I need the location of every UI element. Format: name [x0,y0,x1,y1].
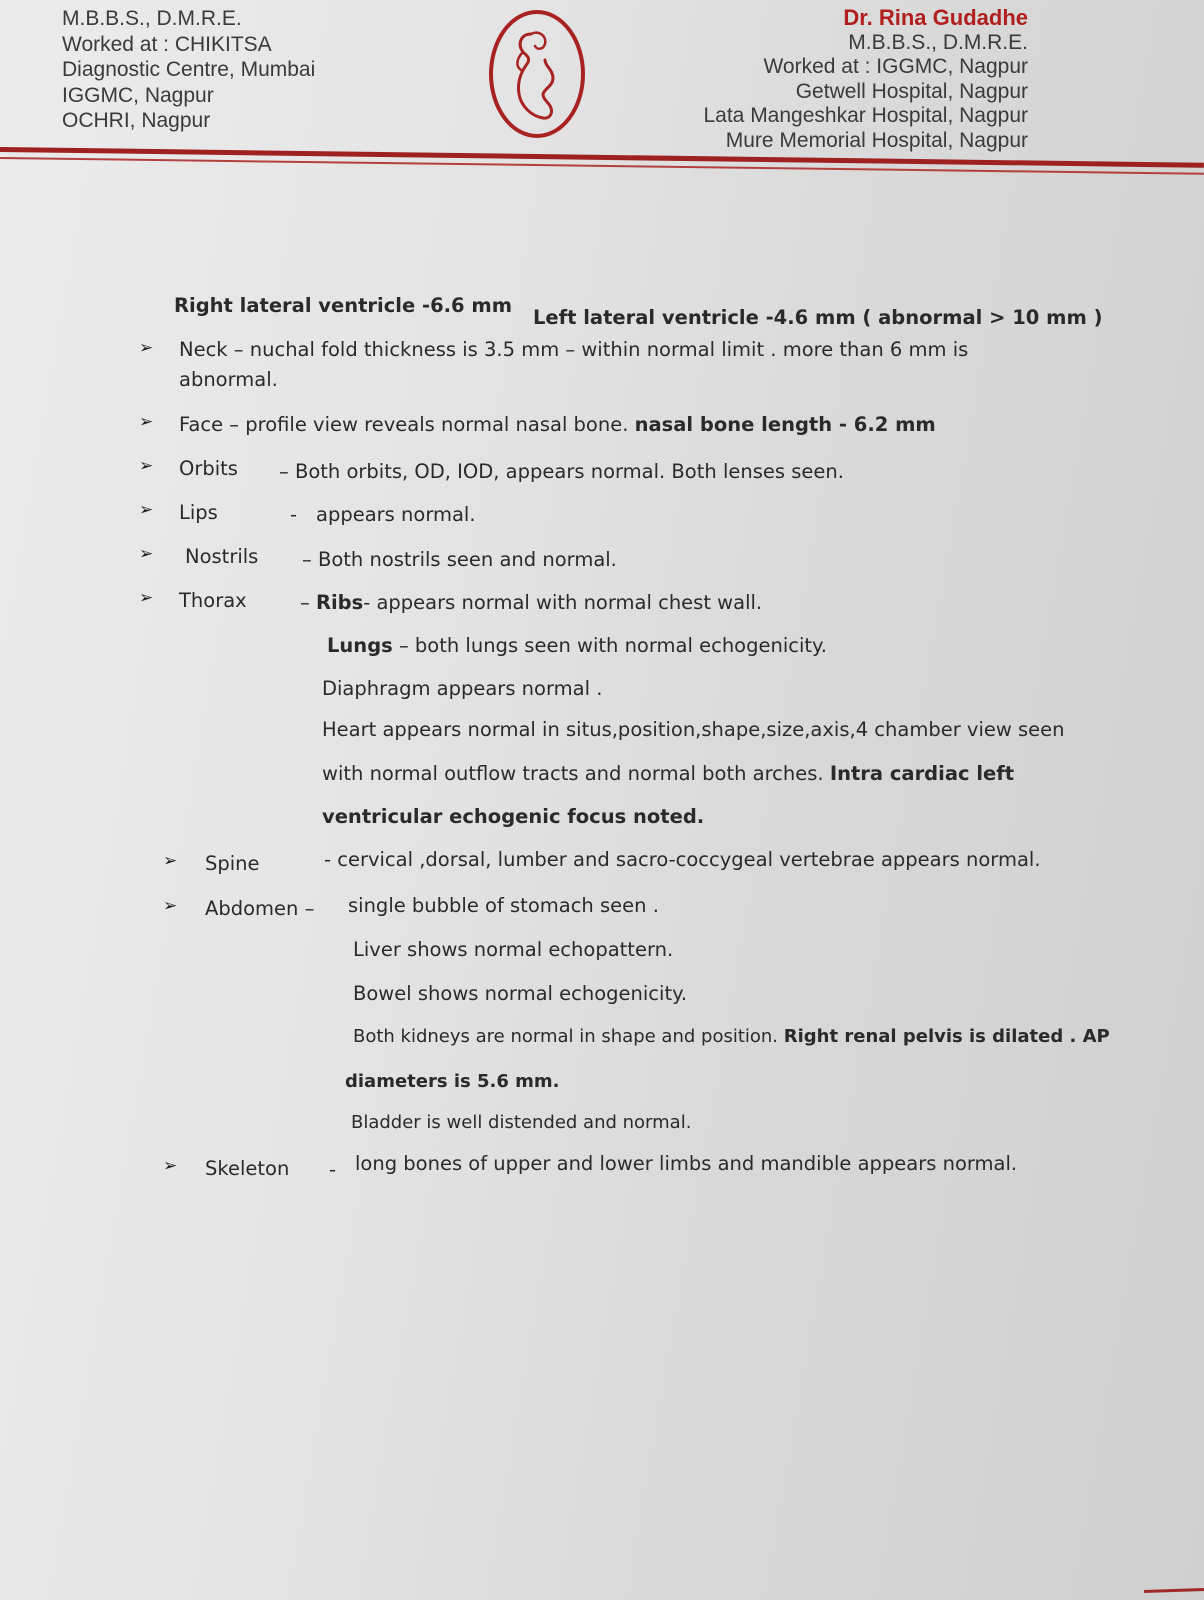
abdomen-ap-diameter: diameters is 5.6 mm. [345,1071,560,1092]
cropped-name-fragment [62,0,362,2]
thorax-heart-1: Heart appears normal in situs,position,shape,size,axis,4 chamber view seen [322,718,1065,741]
ribs-text: - appears normal with normal chest wall. [363,591,763,614]
thorax-ribs [300,591,762,614]
maternity-logo [487,8,587,140]
left-line-3: OCHRI, Nagpur [62,109,211,132]
skeleton-text: long bones of upper and lower limbs and mandible appears normal. [355,1152,1018,1175]
left-ventricle-measure: Left lateral ventricle -4.6 mm ( abnormal > 10 mm ) [533,306,1103,329]
ribs-label: Ribs [315,591,364,614]
abdomen-liver: Liver shows normal echopattern. [353,938,674,961]
bullet-arrow-icon: ➢ [139,588,154,608]
abdomen-label: Abdomen – [205,897,315,920]
right-doctor-name: Dr. Rina Gudadhe [843,5,1028,30]
face-label: Face [179,413,224,436]
neck-text-cont: abnormal. [179,368,278,391]
left-worked-at: Worked at : CHIKITSA [62,32,272,56]
right-ventricle-measure: Right lateral ventricle -6.6 mm [174,294,513,317]
orbits-label: Orbits [179,457,238,480]
ribs-dash: – [300,591,316,614]
right-line-1: Getwell Hospital, Nagpur [795,79,1028,103]
page-corner-mark [1144,1588,1204,1593]
orbits-text: – Both orbits, OD, IOD, appears normal. Both lenses seen. [279,460,844,483]
thorax-diaphragm: Diaphragm appears normal . [322,677,603,700]
header-right-doctor [703,6,1028,153]
bullet-arrow-icon: ➢ [163,896,178,916]
bullet-arrow-icon: ➢ [139,456,154,476]
right-worked-at: Worked at : IGGMC, Nagpur [763,55,1028,78]
lungs-label: Lungs [327,634,393,657]
face-text: – profile view reveals normal nasal bone. [223,413,635,436]
spine-label: Spine [205,852,260,875]
finding-face [179,413,936,436]
left-line-2: IGGMC, Nagpur [62,83,214,107]
spine-text: - cervical ,dorsal, lumber and sacro-coccygeal vertebrae appears normal. [324,848,1041,871]
neck-label: Neck [179,338,228,361]
abdomen-stomach: single bubble of stomach seen . [348,894,659,917]
kidney-text: Both kidneys are normal in shape and position. [353,1026,784,1047]
heart-echogenic-focus: Intra cardiac left [829,762,1015,785]
left-line-1: Diagnostic Centre, Mumbai [62,58,316,81]
heart-text: with normal outflow tracts and normal both arches. [322,762,830,785]
lungs-text: – both lungs seen with normal echogenicity. [392,634,828,657]
face-nasal-length: nasal bone length - 6.2 mm [634,413,936,436]
nostrils-label: Nostrils [185,545,259,568]
bullet-arrow-icon: ➢ [139,338,154,358]
lips-dash: - [290,503,298,526]
left-qualification: M.B.B.S., D.M.R.E. [62,7,242,30]
abdomen-bowel: Bowel shows normal echogenicity. [353,982,688,1005]
nostrils-text: – Both nostrils seen and normal. [302,548,617,571]
skeleton-label: Skeleton [205,1157,290,1180]
right-qualification: M.B.B.S., D.M.R.E. [848,30,1028,54]
abdomen-kidneys [353,1026,1110,1047]
right-line-2: Lata Mangeshkar Hospital, Nagpur [703,104,1028,127]
lips-label: Lips [179,501,218,524]
finding-neck [179,338,968,361]
bullet-arrow-icon: ➢ [139,544,154,564]
bullet-arrow-icon: ➢ [163,851,178,871]
thorax-heart-3: ventricular echogenic focus noted. [322,805,705,828]
bullet-arrow-icon: ➢ [163,1156,178,1176]
kidney-renal-pelvis: Right renal pelvis is dilated . AP [783,1026,1110,1047]
lips-text: appears normal. [316,503,476,526]
neck-text: – nuchal fold thickness is 3.5 mm – within normal limit . more than 6 mm is [227,338,969,361]
right-line-3: Mure Memorial Hospital, Nagpur [725,128,1028,152]
bullet-arrow-icon: ➢ [139,412,154,432]
header-left-doctor [62,6,315,134]
abdomen-bladder: Bladder is well distended and normal. [351,1112,692,1133]
skeleton-dash: - [329,1158,337,1181]
thorax-heart-2 [322,762,1014,785]
thorax-lungs [327,634,827,657]
thorax-label: Thorax [179,589,247,612]
bullet-arrow-icon: ➢ [139,500,154,520]
